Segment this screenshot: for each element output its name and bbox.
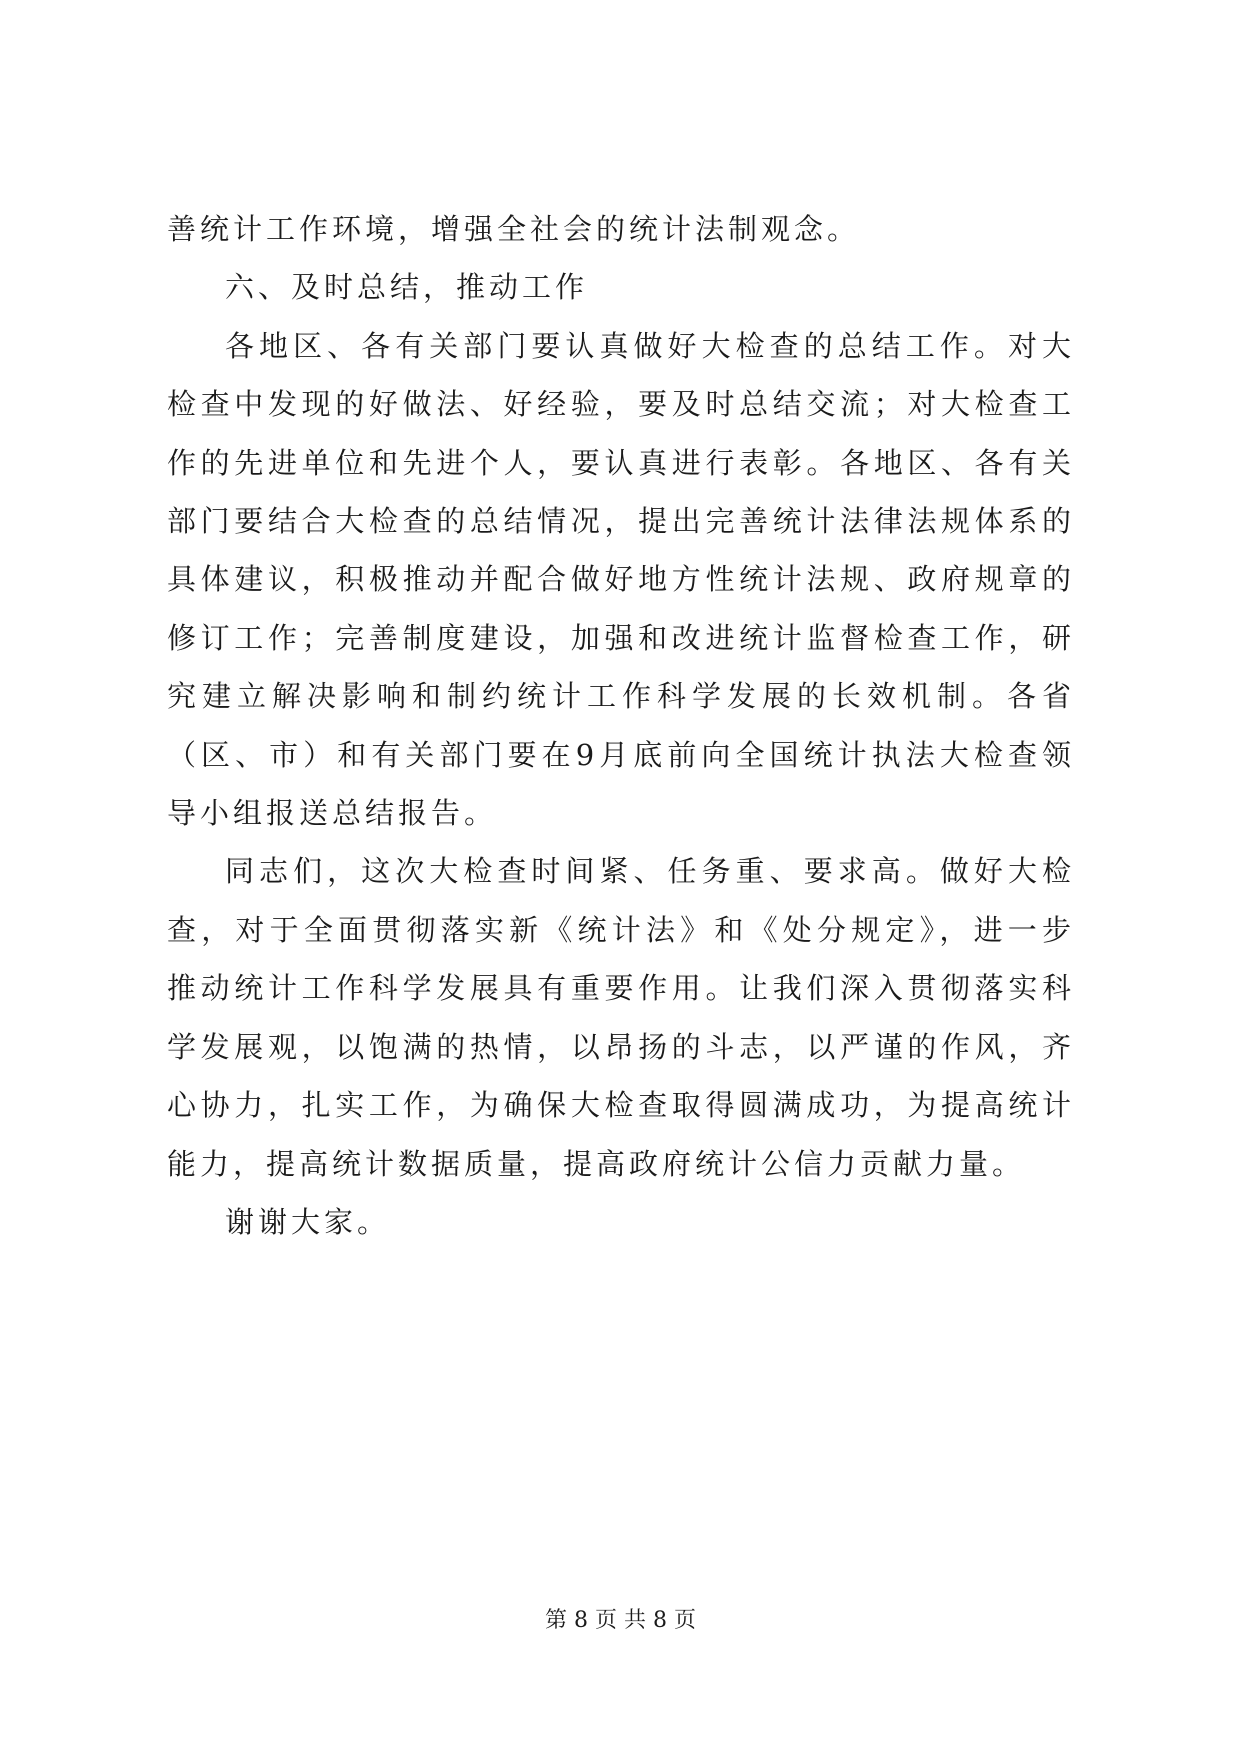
page-number-label: 第 8 页 共 8 页 (545, 1608, 696, 1633)
paragraph-thanks: 谢谢大家。 (225, 1204, 391, 1239)
paragraph-summary: 各地区、各有关部门要认真做好大检查的总结工作。对大检查中发现的好做法、好经验，要及时总结交流；对大检查工作的先进单位和先进个人，要认真进行表彰。各地区、各有关部门要结合大检查的总结情况，提出完善统计法律法规体系的具体建议，积极推动并配合做好地方性统计法规、政府规章的修订工作；完善制度建设，加强和改进统计监督检查工作，研究建立解决影响和制约统计工作科学发展的长效机制。各省（区、市）和有关部门要在9月底前向全国统计执法大检查领导小组报送总结报告。 (167, 328, 1075, 831)
paragraph-continuation: 善统计工作环境，增强全社会的统计法制观念。 (167, 212, 861, 246)
page-footer (0, 1606, 1241, 1636)
paragraph-closing: 同志们，这次大检查时间紧、任务重、要求高。做好大检查，对于全面贯彻落实新《统计法》和《处分规定》，进一步推动统计工作科学发展具有重要作用。让我们深入贯彻落实科学发展观，以饱满的热情，以昂扬的斗志，以严谨的作风，齐心协力，扎实工作，为确保大检查取得圆满成功，为提高统计能力，提高统计数据质量，提高政府统计公信力贡献力量。 (167, 854, 1075, 1181)
document-body (167, 200, 1075, 1251)
section-heading: 六、及时总结，推动工作 (225, 270, 589, 305)
